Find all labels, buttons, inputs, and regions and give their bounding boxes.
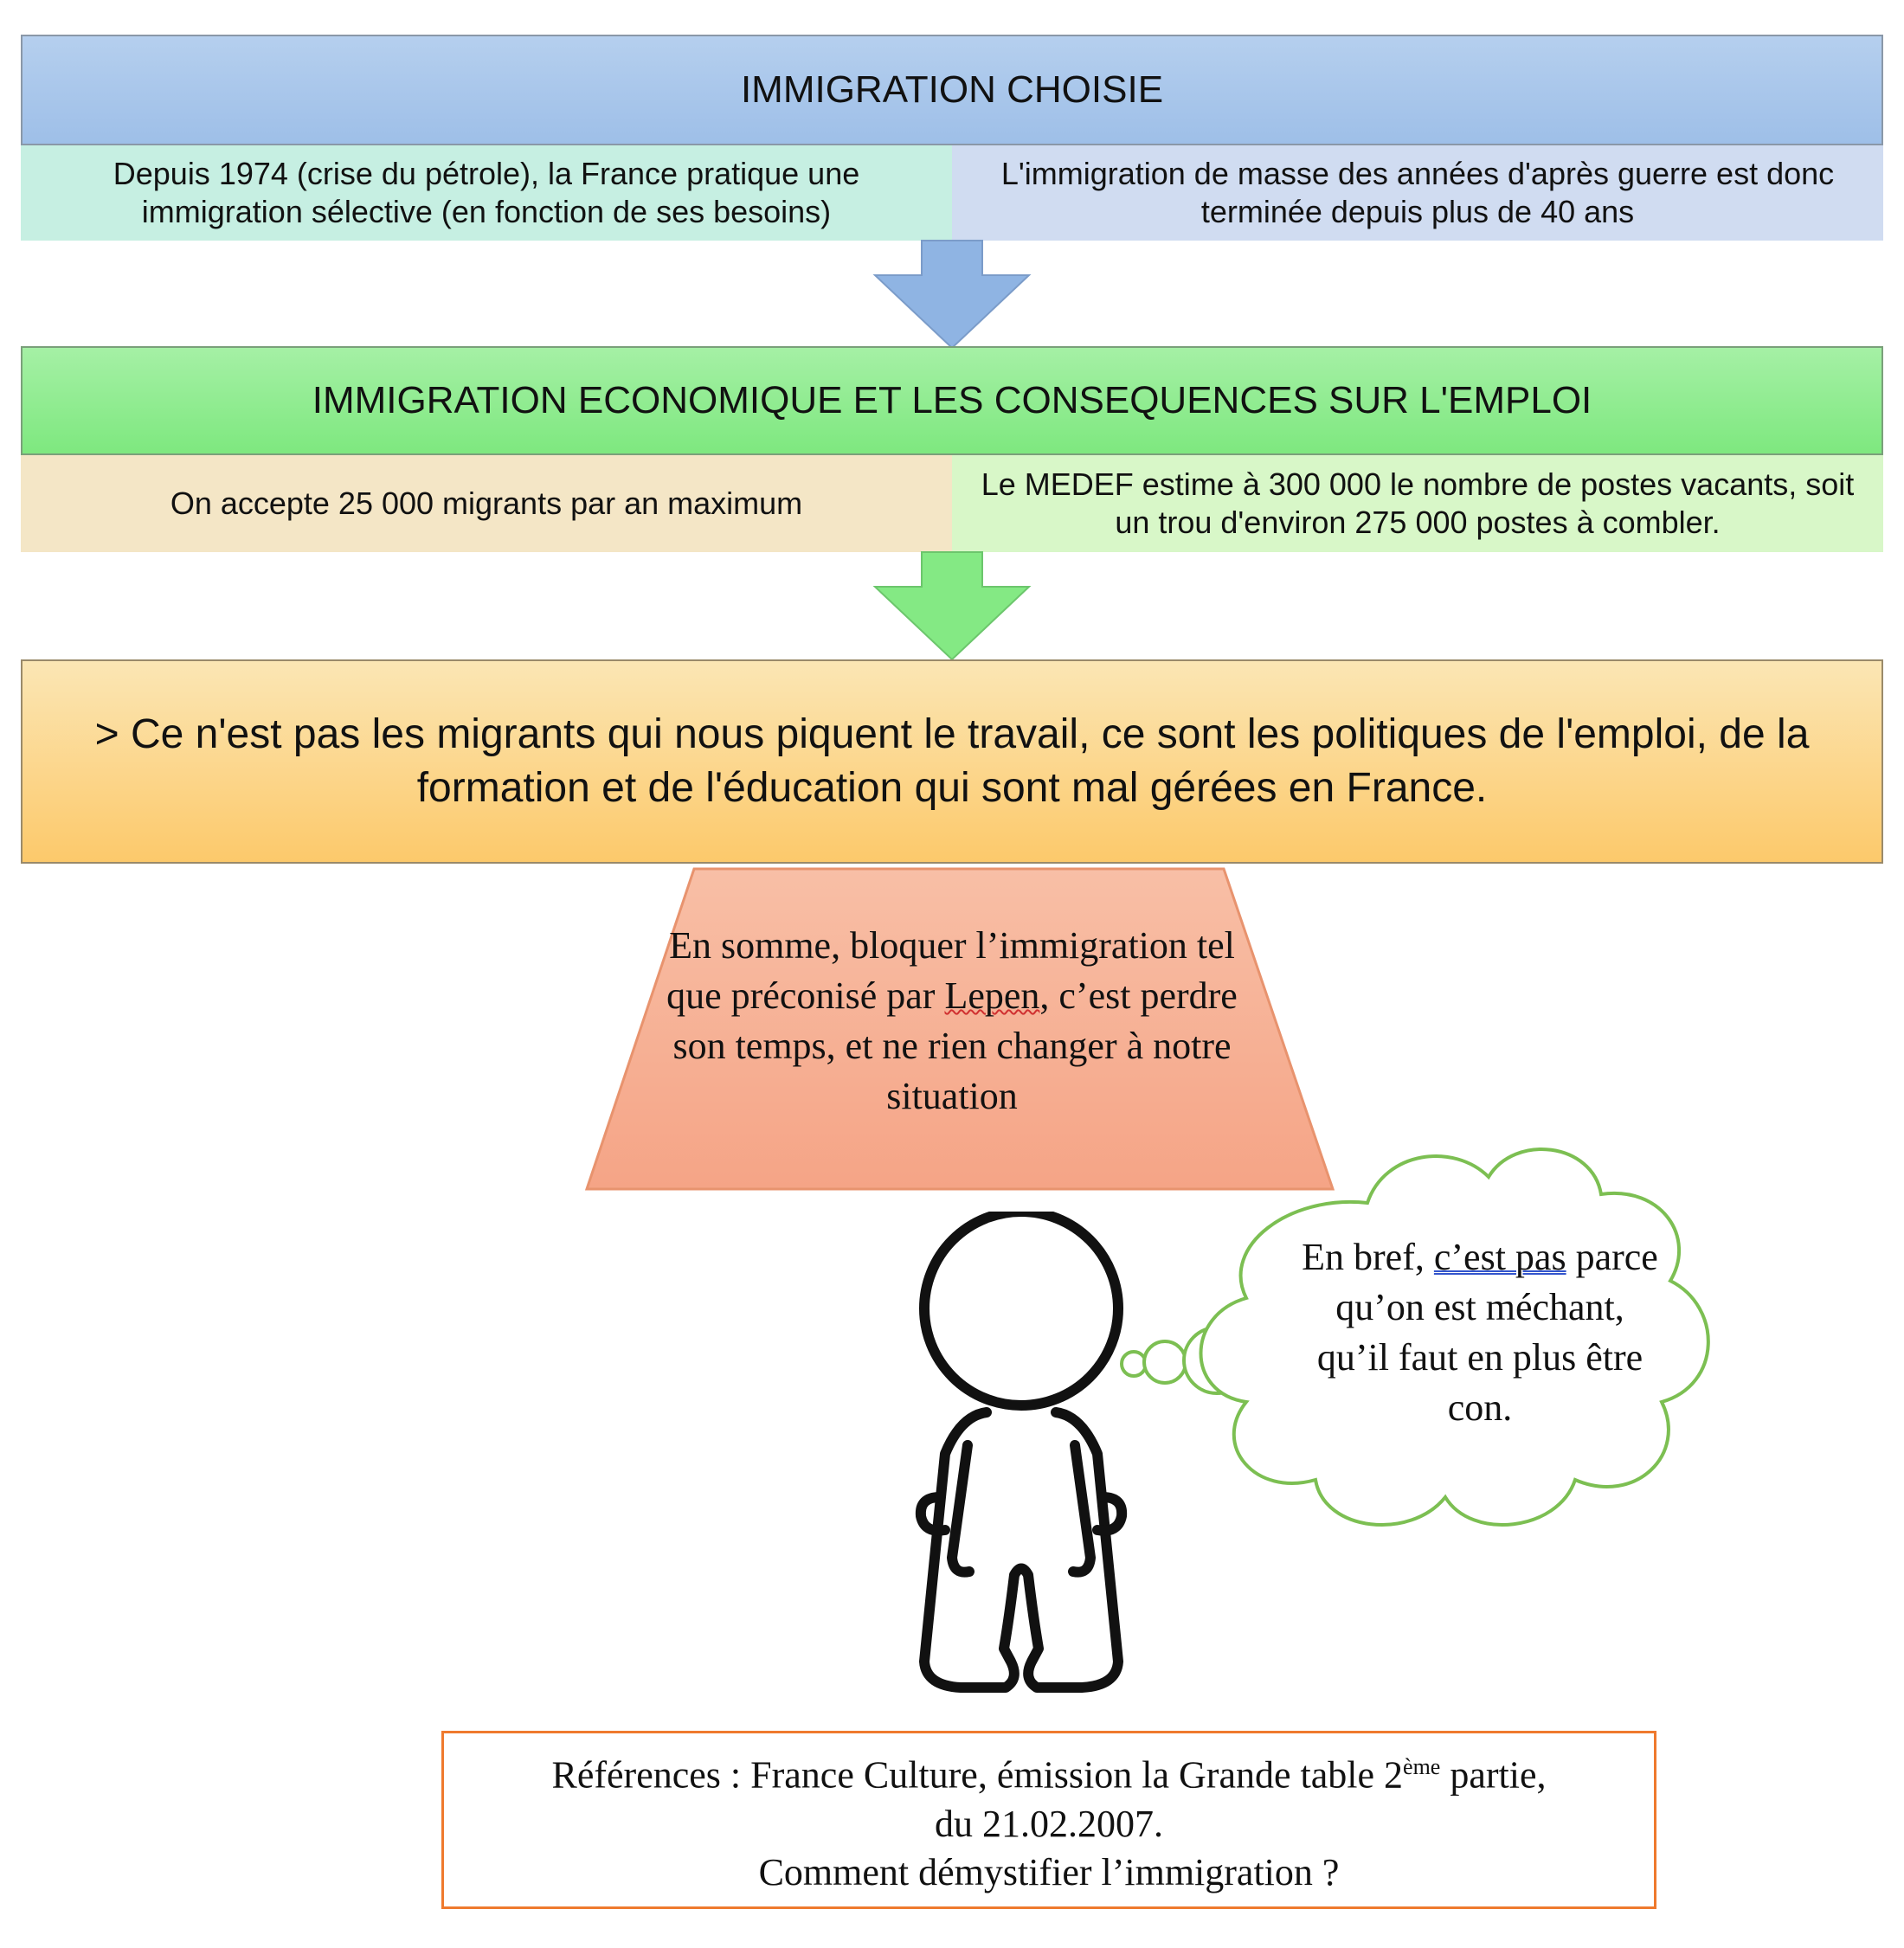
trapezoid-text [640,891,1264,1151]
section2-left-text: On accepte 25 000 migrants par an maximum [21,455,952,552]
conclusion-box: > Ce n'est pas les migrants qui nous piquent le travail, ce sont les politiques de l'emploi, de la formation et de l'éducation qui sont mal gérées en France. [21,659,1883,864]
trapezoid-text-underlined: Lepen [944,974,1040,1017]
section1-title: IMMIGRATION CHOISIE [21,35,1883,145]
thought-text-before: En bref, [1302,1236,1434,1278]
stick-figure [900,1212,1142,1696]
section2-title: IMMIGRATION ECONOMIQUE ET LES CONSEQUENCES SUR L'EMPLOI [21,346,1883,455]
references-line-3: Comment démystifier l’immigration ? [758,1850,1340,1893]
references-line-1-before: Références : France Culture, émission la Grande table 2 [551,1753,1404,1797]
figure-left-arm [952,1445,969,1572]
figure-right-arm [1073,1445,1090,1572]
figure-head [924,1212,1118,1405]
references-line-1-after: partie, [1440,1753,1547,1797]
thought-dot-medium [1144,1341,1186,1383]
thought-text [1298,1203,1662,1463]
references-line-1 [551,1743,1546,1800]
down-arrow-2 [870,550,1034,663]
section1-right-text: L'immigration de masse des années d'après guerre est donc terminée depuis plus de 40 ans [952,145,1883,241]
trapezoid-text-before: En somme, bloquer l’immigration tel que préconisé par [666,924,1235,1017]
thought-text-underlined: c’est pas [1433,1236,1566,1278]
section1-left-text: Depuis 1974 (crise du pétrole), la France pratique une immigration sélective (en fonction de ses besoins) [21,145,952,241]
trapezoid-text-after: , c’est perdre son temps, et ne rien changer à notre situation [672,974,1238,1117]
references-superscript: ème [1403,1754,1441,1780]
references-line-2: du 21.02.2007. [935,1802,1163,1845]
references-box [441,1731,1656,1909]
thought-text-after: parce qu’on est méchant, qu’il faut en plus être con. [1316,1236,1658,1429]
section2-right-text: Le MEDEF estime à 300 000 le nombre de postes vacants, soit un trou d'environ 275 000 postes à combler. [952,455,1883,552]
down-arrow-1 [870,239,1034,351]
thought-dot-small [1122,1352,1146,1376]
